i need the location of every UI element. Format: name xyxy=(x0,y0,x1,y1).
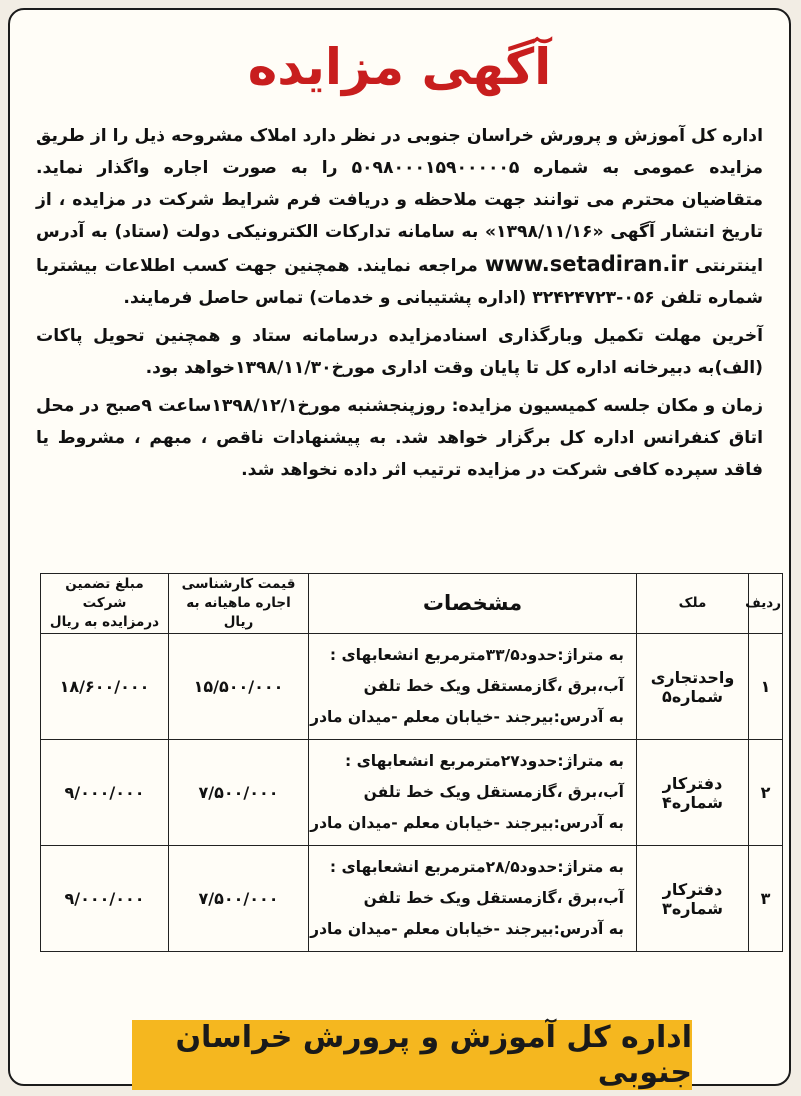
property-line1: دفترکار xyxy=(662,879,723,899)
header-rent-line1: قیمت کارشناسی xyxy=(181,576,296,592)
paragraph-intro xyxy=(36,120,763,314)
footer-org-name: اداره کل آموزش و پرورش خراسان جنوبی xyxy=(175,1020,692,1090)
spec-line1: به متراژ:حدود۳۳/۵مترمربع انشعابهای : xyxy=(329,646,624,664)
row-property xyxy=(637,634,749,740)
website-link[interactable]: www.setadiran.ir xyxy=(484,252,688,276)
spec-line3: به آدرس:بیرجند -خیابان معلم -میدان مادر xyxy=(310,814,624,832)
property-line2: شماره۵ xyxy=(662,686,723,706)
row-spec xyxy=(309,740,637,846)
row-spec xyxy=(309,634,637,740)
row-number: ۱ xyxy=(749,634,783,740)
intro-text: اداره کل آموزش و پرورش خراسان جنوبی در نظر دارد املاک مشروحه ذیل را از طریق مزایده عمومی به شماره ۵۰۹۸۰۰۰۱۵۹۰۰۰۰۰۵ را به صورت اجاره واگذار نماید. متقاضیان محترم می توانند جهت ملاحظه و دریافت فرم شرایط شرکت در مزایده ، از تاریخ انتشار آگهی «۱۳۹۸/۱۱/۱۶» به سامانه تدارکات الکترونیکی دولت (ستاد) به آدرس اینترنتی xyxy=(36,126,764,276)
header-spec: مشخصات xyxy=(309,574,637,634)
header-deposit-line2: درمزایده به ریال xyxy=(49,614,160,630)
property-line1: دفترکار xyxy=(662,773,723,793)
spec-line2: آب،برق ،گازمستقل ویک خط تلفن xyxy=(363,677,624,695)
row-rent: ۷/۵۰۰/۰۰۰ xyxy=(169,740,309,846)
spec-line2: آب،برق ،گازمستقل ویک خط تلفن xyxy=(363,783,624,801)
footer-banner xyxy=(132,1020,692,1090)
row-property xyxy=(637,846,749,952)
paragraph-deadline: آخرین مهلت تکمیل وبارگذاری اسنادمزایده درسامانه ستاد و همچنین تحویل پاکات (الف)به دبیرخانه اداره کل تا پایان وقت اداری مورخ۱۳۹۸/۱۱/۳۰خواهد بود. xyxy=(36,326,763,378)
row-rent: ۱۵/۵۰۰/۰۰۰ xyxy=(169,634,309,740)
property-line2: شماره۴ xyxy=(662,792,723,812)
spec-line1: به متراژ:حدود۲۷مترمربع انشعابهای : xyxy=(344,752,624,770)
spec-line2: آب،برق ،گازمستقل ویک خط تلفن xyxy=(363,889,624,907)
header-rent-line2: اجاره ماهیانه به ریال xyxy=(186,595,291,630)
table-row xyxy=(41,846,783,952)
row-property xyxy=(637,740,749,846)
paragraph-session: زمان و مکان جلسه کمیسیون مزایده: روزپنجشنبه مورخ۱۳۹۸/۱۲/۱ساعت ۹صبح در محل اتاق کنفرانس اداره کل برگزار خواهد شد. به پیشنهادات ناقص ، مبهم ، مشروط یا فاقد سپرده کافی شرکت در مزایده ترتیب اثر داده نخواهد شد. xyxy=(36,396,763,480)
table-header-row xyxy=(41,574,783,634)
row-deposit: ۹/۰۰۰/۰۰۰ xyxy=(41,740,169,846)
header-rent xyxy=(169,574,309,634)
intro-text-end: مراجعه نمایند. همچنین جهت کسب اطلاعات بیشتربا شماره تلفن ۰۵۶-۳۲۴۲۴۷۲۳ (اداره پشتیبانی و خدمات) تماس حاصل فرمایند. xyxy=(36,256,763,308)
property-line1: واحدتجاری xyxy=(650,667,735,687)
header-deposit xyxy=(41,574,169,634)
spec-line1: به متراژ:حدود۲۸/۵مترمربع انشعابهای : xyxy=(329,858,624,876)
header-deposit-line1: مبلغ تضمین شرکت xyxy=(65,576,144,611)
notice-body xyxy=(36,120,763,492)
lots-table xyxy=(40,573,783,952)
header-row-no: ردیف xyxy=(749,574,783,634)
spec-line3: به آدرس:بیرجند -خیابان معلم -میدان مادر xyxy=(310,920,624,938)
table-row xyxy=(41,634,783,740)
row-deposit: ۱۸/۶۰۰/۰۰۰ xyxy=(41,634,169,740)
notice-frame xyxy=(8,8,791,1090)
row-number: ۳ xyxy=(749,846,783,952)
table-row xyxy=(41,740,783,846)
notice-title: آگهی مزایده xyxy=(247,38,552,96)
row-spec xyxy=(309,846,637,952)
row-number: ۲ xyxy=(749,740,783,846)
row-rent: ۷/۵۰۰/۰۰۰ xyxy=(169,846,309,952)
property-line2: شماره۳ xyxy=(662,898,723,918)
header-property: ملک xyxy=(637,574,749,634)
row-deposit: ۹/۰۰۰/۰۰۰ xyxy=(41,846,169,952)
spec-line3: به آدرس:بیرجند -خیابان معلم -میدان مادر xyxy=(310,708,624,726)
